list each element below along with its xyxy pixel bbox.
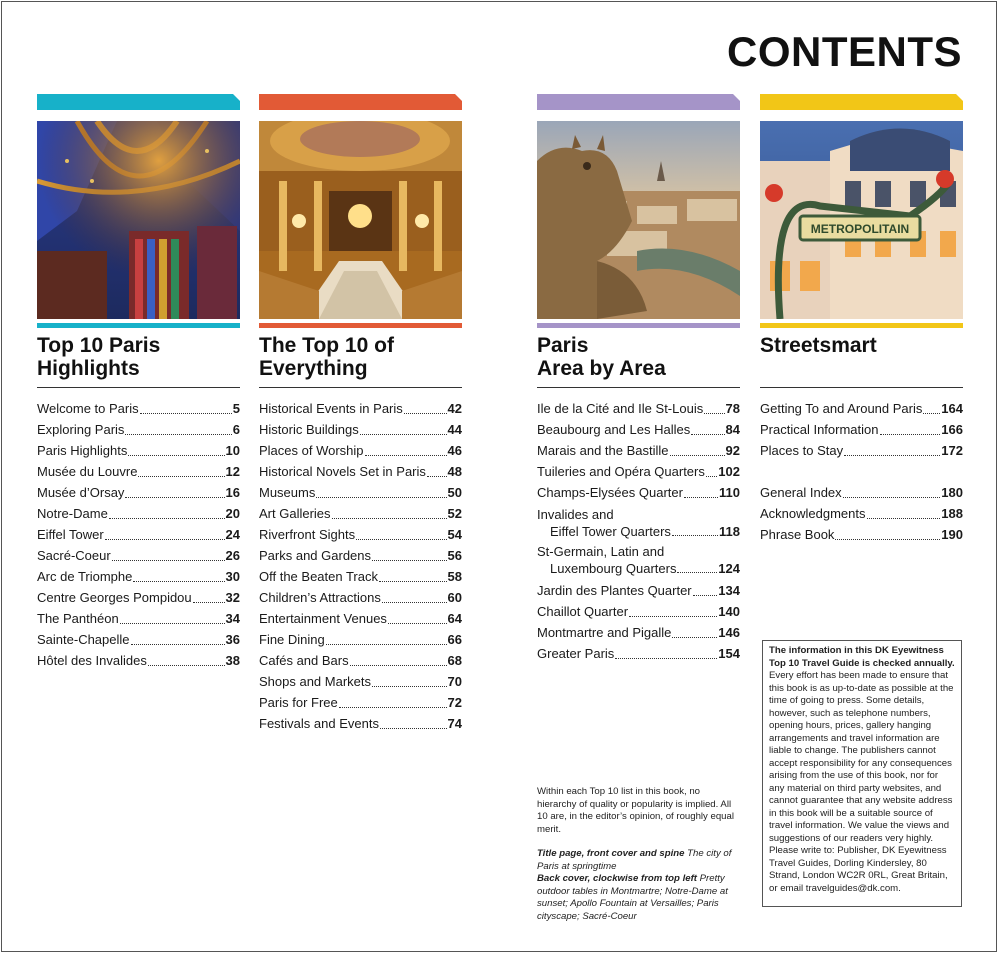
leader-dots: [379, 581, 447, 582]
toc-page-number: 154: [718, 646, 740, 661]
toc-entry-title-cont: Eiffel Tower Quarters: [550, 524, 671, 539]
toc-entry-title: Paris Highlights: [37, 443, 128, 458]
leader-dots: [880, 434, 941, 435]
toc-page-number: 46: [447, 443, 462, 458]
toc-entry[interactable]: [259, 692, 462, 713]
toc-entry-title: Invalides and: [537, 507, 614, 522]
toc-entry-title: Paris for Free: [259, 695, 338, 710]
leader-dots: [105, 539, 225, 540]
toc-entry-title: Chaillot Quarter: [537, 604, 629, 619]
leader-dots: [360, 434, 447, 435]
leader-dots: [672, 637, 717, 638]
credits-block: [537, 786, 742, 923]
leader-dots: [670, 455, 725, 456]
toc-entry-title: Eiffel Tower: [37, 527, 104, 542]
toc-entry-title: Places to Stay: [760, 443, 844, 458]
toc-entry[interactable]: [37, 503, 240, 524]
toc-entry[interactable]: [259, 629, 462, 650]
toc-entry[interactable]: [537, 643, 740, 664]
credits-note: Within each Top 10 list in this book, no hierarchy of quality or popularity is implied. All 10 are, in the editor’s opinion, of roughly equal merit.: [537, 786, 734, 835]
leader-dots: [133, 581, 224, 582]
section-title: [259, 334, 462, 381]
toc-entry-title: Historical Events in Paris: [259, 401, 403, 416]
toc-page-number: 188: [941, 506, 963, 521]
divider: [37, 387, 240, 388]
toc-page-number: 54: [447, 527, 462, 542]
toc-entry-title: Hôtel des Invalides: [37, 653, 147, 668]
toc-entry[interactable]: [537, 398, 740, 419]
toc-entry[interactable]: [259, 524, 462, 545]
leader-dots: [867, 518, 941, 519]
toc-entry[interactable]: [537, 601, 740, 622]
leader-dots: [326, 644, 447, 645]
section-top10-highlights: [37, 94, 240, 671]
toc-entry-line2: [537, 560, 740, 577]
toc-page-number: 32: [225, 590, 240, 605]
toc-entry[interactable]: [37, 440, 240, 461]
toc-page-number: 50: [447, 485, 462, 500]
toc-entry-title: Musée du Louvre: [37, 464, 138, 479]
toc-entry-title: Off the Beaten Track: [259, 569, 378, 584]
toc-page-number: 72: [447, 695, 462, 710]
toc-entry-title: Ile de la Cité and Ile St-Louis: [537, 401, 704, 416]
toc-entry[interactable]: [537, 419, 740, 440]
credits-label: Title page, front cover and spine: [537, 848, 685, 859]
toc-entry-title: Phrase Book: [760, 527, 835, 542]
toc-page-number: 48: [447, 464, 462, 479]
toc-entry-title: Musée d’Orsay: [37, 485, 125, 500]
section-top10-everything: [259, 94, 462, 734]
leader-dots: [427, 476, 447, 477]
leader-dots: [672, 535, 718, 536]
toc-entry-title: Riverfront Sights: [259, 527, 356, 542]
toc-page-number: 166: [941, 422, 963, 437]
info-box-heading: The information in this DK Eyewitness Top 10 Travel Guide is checked annually.: [769, 645, 955, 669]
info-box: [762, 640, 962, 907]
toc-entry[interactable]: [760, 398, 963, 419]
toc-entry-title: Places of Worship: [259, 443, 364, 458]
toc-entry-title: Museums: [259, 485, 316, 500]
toc-list: [259, 398, 462, 734]
toc-entry-title: Champs-Elysées Quarter: [537, 485, 683, 500]
section-color-tab: [537, 94, 740, 110]
toc-entry[interactable]: [37, 524, 240, 545]
leader-dots: [677, 572, 717, 573]
toc-entry-title: Greater Paris: [537, 646, 615, 661]
leader-dots: [684, 497, 718, 498]
toc-entry-title: Welcome to Paris: [37, 401, 139, 416]
toc-entry[interactable]: [37, 587, 240, 608]
toc-list: [760, 398, 963, 545]
page-title: CONTENTS: [727, 28, 962, 75]
toc-entry-title: Beaubourg and Les Halles: [537, 422, 691, 437]
section-title-line1: The Top 10 of: [259, 334, 394, 357]
toc-entry-title: Getting To and Around Paris: [760, 401, 923, 416]
toc-entry[interactable]: [760, 440, 963, 461]
section-title-line1: Streetsmart: [760, 334, 877, 357]
credits-title-page: [537, 848, 742, 873]
leader-dots: [332, 518, 447, 519]
toc-page-number: 70: [447, 674, 462, 689]
toc-entry[interactable]: [259, 398, 462, 419]
toc-entry-title-cont: Luxembourg Quarters: [550, 561, 677, 576]
toc-entry[interactable]: [259, 650, 462, 671]
stained-glass-chapel-photo: [37, 121, 240, 319]
leader-dots: [923, 413, 940, 414]
section-area-by-area: [537, 94, 740, 664]
leader-dots: [382, 602, 447, 603]
toc-page-number: 26: [225, 548, 240, 563]
toc-entry[interactable]: [760, 419, 963, 440]
toc-page-number: 56: [447, 548, 462, 563]
toc-entry[interactable]: [259, 713, 462, 734]
section-title-line1: Top 10 Paris: [37, 334, 161, 357]
leader-dots: [365, 455, 447, 456]
leader-dots: [615, 658, 717, 659]
toc-entry-title: Shops and Markets: [259, 674, 372, 689]
toc-entry[interactable]: [760, 503, 963, 524]
toc-entry-title: Montmartre and Pigalle: [537, 625, 672, 640]
toc-page-number: 110: [719, 485, 740, 500]
credits-label: Back cover, clockwise from top left: [537, 873, 697, 884]
toc-entry[interactable]: [259, 419, 462, 440]
leader-dots: [339, 707, 447, 708]
toc-page-number: 124: [718, 561, 740, 576]
toc-entry[interactable]: [37, 398, 240, 419]
toc-entry[interactable]: [37, 461, 240, 482]
toc-entry-title: Parks and Gardens: [259, 548, 372, 563]
toc-page-number: 102: [718, 464, 740, 479]
toc-page-number: 92: [725, 443, 740, 458]
toc-page-number: 12: [225, 464, 240, 479]
toc-list: [37, 398, 240, 671]
toc-entry[interactable]: [37, 419, 240, 440]
section-color-bar: [537, 323, 740, 328]
toc-entry-title: Sacré-Coeur: [37, 548, 111, 563]
toc-page-number: 52: [447, 506, 462, 521]
leader-dots: [131, 644, 225, 645]
toc-entry-line2: [537, 523, 740, 540]
toc-entry[interactable]: [37, 566, 240, 587]
leader-dots: [112, 560, 225, 561]
toc-page-number: 74: [447, 716, 462, 731]
section-color-bar: [760, 323, 963, 328]
toc-page-number: 146: [718, 625, 740, 640]
toc-entry[interactable]: [537, 506, 740, 540]
toc-list: [537, 398, 740, 664]
toc-entry-title: Fine Dining: [259, 632, 325, 647]
toc-entry[interactable]: [37, 650, 240, 671]
toc-entry[interactable]: [760, 482, 963, 503]
toc-entry-title: St-Germain, Latin and: [537, 544, 665, 559]
leader-dots: [109, 518, 225, 519]
leader-dots: [193, 602, 225, 603]
toc-entry[interactable]: [537, 461, 740, 482]
section-color-tab: [760, 94, 963, 110]
toc-page-number: 180: [941, 485, 963, 500]
toc-entry-title: Historic Buildings: [259, 422, 359, 437]
leader-dots: [704, 413, 724, 414]
toc-page-number: 6: [232, 422, 240, 437]
toc-entry[interactable]: [537, 482, 740, 503]
toc-entry-title: General Index: [760, 485, 842, 500]
section-title-line2: Area by Area: [537, 357, 666, 380]
metropolitain-photo: [760, 121, 963, 319]
toc-page-number: 64: [447, 611, 462, 626]
spacer: [760, 461, 963, 482]
toc-entry-title: The Panthéon: [37, 611, 119, 626]
toc-page-number: 36: [225, 632, 240, 647]
toc-entry[interactable]: [259, 566, 462, 587]
metro-sign-text: METROPOLITAIN: [810, 222, 910, 236]
toc-entry[interactable]: [37, 545, 240, 566]
section-title-line2: Highlights: [37, 357, 140, 380]
section-color-bar: [37, 323, 240, 328]
leader-dots: [843, 497, 941, 498]
toc-page-number: 30: [225, 569, 240, 584]
toc-entry[interactable]: [537, 622, 740, 643]
leader-dots: [691, 434, 724, 435]
toc-page-number: 24: [225, 527, 240, 542]
toc-entry-title: Tuileries and Opéra Quarters: [537, 464, 705, 479]
opera-staircase-photo: [259, 121, 462, 319]
toc-page-number: 164: [941, 401, 963, 416]
divider: [537, 387, 740, 388]
leader-dots: [125, 497, 224, 498]
toc-entry-title: Centre Georges Pompidou: [37, 590, 192, 605]
toc-page-number: 34: [225, 611, 240, 626]
leader-dots: [128, 455, 224, 456]
toc-entry-title: Festivals and Events: [259, 716, 379, 731]
toc-page-number: 5: [232, 401, 240, 416]
leader-dots: [372, 686, 447, 687]
section-title: [37, 334, 240, 381]
toc-entry[interactable]: [259, 608, 462, 629]
leader-dots: [140, 413, 232, 414]
toc-entry[interactable]: [259, 503, 462, 524]
leader-dots: [844, 455, 940, 456]
section-streetsmart: [760, 94, 963, 545]
info-box-text: Every effort has been made to ensure that this book is as up-to-date as possible at the time of going to press. Some details, however, such as telephone numbers, opening hours, prices, gallery hanging arrangements and travel information are liable to change. The publishers cannot accept responsibility for any consequences arising from the use of this book, nor for any material on third party websites, and cannot guarantee that any website address in this book will be a suitable source of travel information. We value the views and suggestions of our readers very highly. Please write to: Publisher, DK Eyewitness Travel Guides, Dorling Kindersley, 80 Strand, London WC2R 0RL, Great Britain, or email travelguides@dk.com.: [769, 670, 954, 894]
leader-dots: [356, 539, 446, 540]
section-title-line1: Paris: [537, 334, 589, 357]
toc-page-number: 38: [225, 653, 240, 668]
leader-dots: [388, 623, 447, 624]
toc-page-number: 84: [725, 422, 740, 437]
divider: [760, 387, 963, 388]
toc-page-number: 20: [225, 506, 240, 521]
toc-entry[interactable]: [537, 580, 740, 601]
toc-entry-title: Exploring Paris: [37, 422, 125, 437]
leader-dots: [404, 413, 447, 414]
toc-entry-title: Children’s Attractions: [259, 590, 381, 605]
toc-entry-title: Practical Information: [760, 422, 879, 437]
toc-page-number: 140: [718, 604, 740, 619]
toc-entry-title: Art Galleries: [259, 506, 331, 521]
section-color-bar: [259, 323, 462, 328]
section-title: [760, 334, 963, 381]
gargoyle-photo: [537, 121, 740, 319]
toc-entry[interactable]: [259, 587, 462, 608]
toc-page-number: 44: [447, 422, 462, 437]
leader-dots: [629, 616, 717, 617]
toc-entry-title: Sainte-Chapelle: [37, 632, 130, 647]
toc-page-number: 58: [447, 569, 462, 584]
toc-entry[interactable]: [37, 482, 240, 503]
toc-entry[interactable]: [37, 629, 240, 650]
toc-page-number: 66: [447, 632, 462, 647]
toc-entry[interactable]: [537, 543, 740, 577]
toc-page-number: 10: [225, 443, 240, 458]
toc-entry-title: Marais and the Bastille: [537, 443, 669, 458]
toc-page-number: 172: [941, 443, 963, 458]
leader-dots: [693, 595, 718, 596]
toc-entry[interactable]: [259, 545, 462, 566]
toc-page-number: 42: [447, 401, 462, 416]
section-color-tab: [37, 94, 240, 110]
toc-entry-title: Cafés and Bars: [259, 653, 349, 668]
toc-entry-title: Historical Novels Set in Paris: [259, 464, 426, 479]
toc-entry-title: Arc de Triomphe: [37, 569, 133, 584]
toc-entry[interactable]: [259, 461, 462, 482]
divider: [259, 387, 462, 388]
leader-dots: [316, 497, 446, 498]
leader-dots: [148, 665, 225, 666]
leader-dots: [125, 434, 231, 435]
toc-entry-title: Acknowledgments: [760, 506, 866, 521]
toc-page-number: 68: [447, 653, 462, 668]
section-color-tab: [259, 94, 462, 110]
toc-page-number: 60: [447, 590, 462, 605]
toc-entry[interactable]: [37, 608, 240, 629]
leader-dots: [120, 623, 225, 624]
credits-text: Pretty outdoor tables in Montmartre; Notre-Dame at sunset; Apollo Fountain at Versailles; Paris cityscape; Sacré-Coeur: [537, 873, 728, 922]
credits-back-cover: [537, 873, 742, 923]
toc-page-number: 190: [941, 527, 963, 542]
leader-dots: [372, 560, 447, 561]
toc-entry-title: Jardin des Plantes Quarter: [537, 583, 692, 598]
toc-page-number: 78: [725, 401, 740, 416]
toc-entry-title: Entertainment Venues: [259, 611, 387, 626]
toc-page-number: 16: [225, 485, 240, 500]
credits-text: The city of Paris at springtime: [537, 848, 732, 872]
leader-dots: [706, 476, 717, 477]
toc-entry[interactable]: [537, 440, 740, 461]
toc-entry[interactable]: [259, 440, 462, 461]
toc-entry[interactable]: [760, 524, 963, 545]
leader-dots: [380, 728, 447, 729]
section-title: [537, 334, 740, 381]
toc-entry-title: Notre-Dame: [37, 506, 108, 521]
toc-page-number: 118: [719, 524, 740, 539]
section-title-line2: Everything: [259, 357, 368, 380]
leader-dots: [835, 539, 940, 540]
leader-dots: [138, 476, 224, 477]
toc-entry[interactable]: [259, 482, 462, 503]
toc-page-number: 134: [718, 583, 740, 598]
toc-entry[interactable]: [259, 671, 462, 692]
leader-dots: [350, 665, 447, 666]
